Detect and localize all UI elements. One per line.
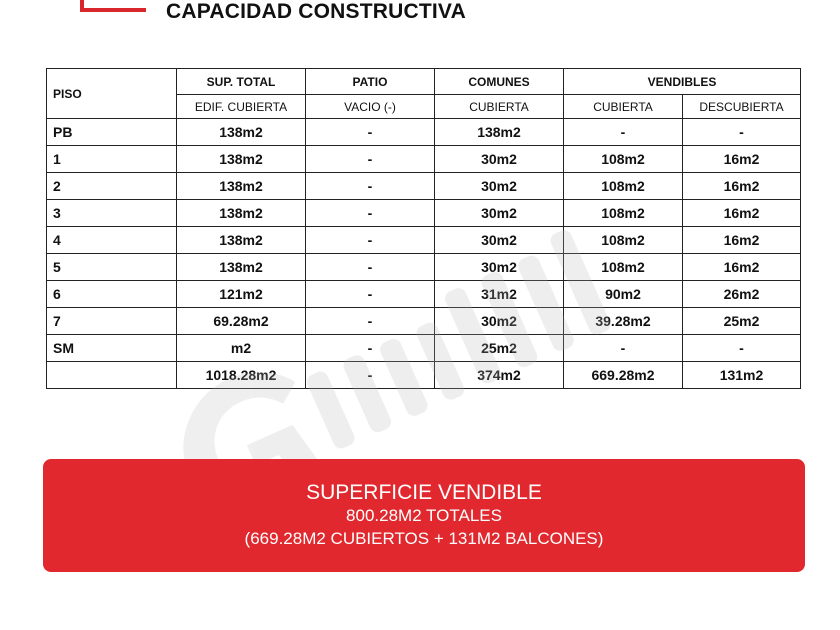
table-row [47, 119, 801, 146]
banner-breakdown: (669.28M2 CUBIERTOS + 131M2 BALCONES) [244, 529, 604, 548]
cell-piso: SM [47, 335, 177, 362]
table-row [47, 227, 801, 254]
cell-vend-cubierta: - [564, 119, 683, 146]
cell-vend-cubierta: 39.28m2 [564, 308, 683, 335]
cell-comunes: 30m2 [435, 146, 564, 173]
capacity-table [46, 68, 801, 389]
header-sup-total: SUP. TOTAL [177, 69, 306, 95]
cell-comunes: 30m2 [435, 254, 564, 281]
cell-vend-descubierta: - [683, 119, 801, 146]
cell-sup-total: 69.28m2 [177, 308, 306, 335]
cell-patio: - [306, 119, 435, 146]
cell-vend-descubierta: 16m2 [683, 254, 801, 281]
cell-piso: 1 [47, 146, 177, 173]
cell-sup-total: 138m2 [177, 200, 306, 227]
cell-piso: 4 [47, 227, 177, 254]
header-comunes: COMUNES [435, 69, 564, 95]
cell-patio: - [306, 281, 435, 308]
table-total-row [47, 362, 801, 389]
cell-patio: - [306, 173, 435, 200]
page-title: CAPACIDAD CONSTRUCTIVA [166, 0, 466, 23]
cell-piso: 6 [47, 281, 177, 308]
cell-vend-cubierta: 108m2 [564, 173, 683, 200]
cell-vend-cubierta: 108m2 [564, 227, 683, 254]
cell-vend-cubierta: 108m2 [564, 146, 683, 173]
cell-piso: 5 [47, 254, 177, 281]
cell-vend-descubierta: - [683, 335, 801, 362]
table-row [47, 308, 801, 335]
cell-vend-descubierta: 16m2 [683, 227, 801, 254]
cell-piso: 2 [47, 173, 177, 200]
cell-sup-total: 1018.28m2 [177, 362, 306, 389]
subheader-vendibles-cubierta: CUBIERTA [564, 95, 683, 119]
cell-sup-total: 138m2 [177, 119, 306, 146]
cell-vend-descubierta: 131m2 [683, 362, 801, 389]
cell-sup-total: m2 [177, 335, 306, 362]
corner-bracket-decoration [80, 0, 146, 12]
cell-vend-cubierta: 669.28m2 [564, 362, 683, 389]
subheader-edif-cubierta: EDIF. CUBIERTA [177, 95, 306, 119]
header-patio: PATIO [306, 69, 435, 95]
table-header-row [47, 69, 801, 95]
cell-piso [47, 362, 177, 389]
cell-vend-cubierta: 90m2 [564, 281, 683, 308]
cell-vend-cubierta: 108m2 [564, 254, 683, 281]
subheader-vendibles-descubierta: DESCUBIERTA [683, 95, 801, 119]
cell-comunes: 138m2 [435, 119, 564, 146]
subheader-vacio: VACIO (-) [306, 95, 435, 119]
table-row [47, 281, 801, 308]
cell-vend-descubierta: 16m2 [683, 173, 801, 200]
cell-patio: - [306, 200, 435, 227]
cell-patio: - [306, 254, 435, 281]
subheader-comunes-cubierta: CUBIERTA [435, 95, 564, 119]
cell-patio: - [306, 227, 435, 254]
table-row [47, 200, 801, 227]
table-row [47, 146, 801, 173]
table-row [47, 254, 801, 281]
cell-sup-total: 138m2 [177, 254, 306, 281]
cell-patio: - [306, 335, 435, 362]
cell-vend-descubierta: 16m2 [683, 146, 801, 173]
cell-sup-total: 138m2 [177, 146, 306, 173]
cell-piso: 3 [47, 200, 177, 227]
cell-sup-total: 138m2 [177, 227, 306, 254]
cell-vend-descubierta: 16m2 [683, 200, 801, 227]
banner-total: 800.28M2 TOTALES [346, 506, 502, 525]
table-row [47, 335, 801, 362]
cell-piso: PB [47, 119, 177, 146]
cell-sup-total: 121m2 [177, 281, 306, 308]
cell-comunes: 30m2 [435, 173, 564, 200]
header-vendibles: VENDIBLES [564, 69, 801, 95]
cell-patio: - [306, 308, 435, 335]
cell-comunes: 30m2 [435, 227, 564, 254]
cell-patio: - [306, 146, 435, 173]
sellable-surface-banner [43, 459, 805, 572]
cell-comunes: 374m2 [435, 362, 564, 389]
cell-patio: - [306, 362, 435, 389]
cell-comunes: 31m2 [435, 281, 564, 308]
cell-comunes: 30m2 [435, 200, 564, 227]
cell-sup-total: 138m2 [177, 173, 306, 200]
cell-comunes: 25m2 [435, 335, 564, 362]
cell-vend-cubierta: - [564, 335, 683, 362]
cell-comunes: 30m2 [435, 308, 564, 335]
cell-vend-cubierta: 108m2 [564, 200, 683, 227]
cell-vend-descubierta: 25m2 [683, 308, 801, 335]
banner-title: SUPERFICIE VENDIBLE [306, 481, 542, 504]
cell-piso: 7 [47, 308, 177, 335]
table-row [47, 173, 801, 200]
cell-vend-descubierta: 26m2 [683, 281, 801, 308]
header-piso: PISO [47, 69, 177, 119]
